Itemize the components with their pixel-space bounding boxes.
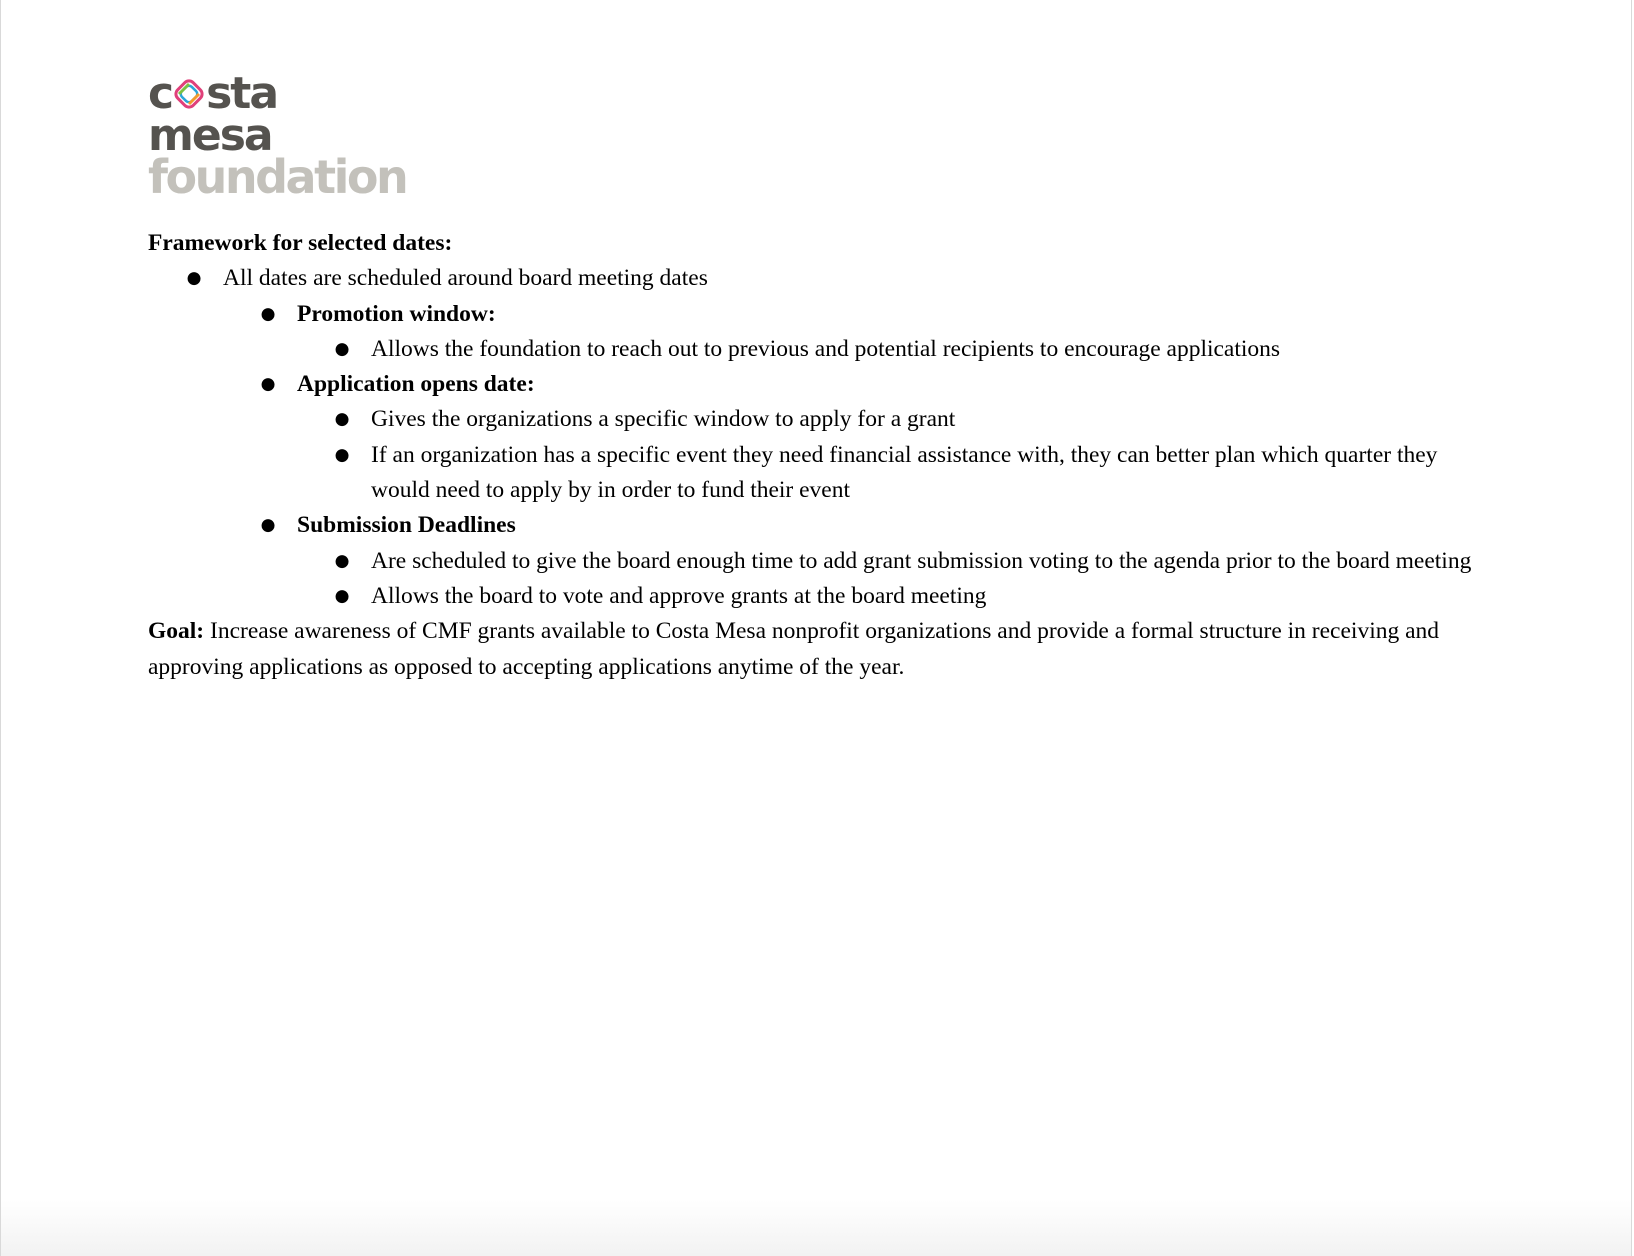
bullet-icon: ● xyxy=(334,409,350,430)
list-item-text: All dates are scheduled around board meeting dates xyxy=(223,265,708,292)
list-item xyxy=(148,544,1478,579)
goal-text: Increase awareness of CMF grants available to Costa Mesa nonprofit organizations and provide a formal structure in receiving and approving applications as opposed to accepting applications anytime of the year. xyxy=(148,618,1440,680)
list-item-text: Application opens date: xyxy=(297,371,535,398)
list-item xyxy=(148,297,1478,332)
bullet-icon: ● xyxy=(260,515,276,536)
list-item xyxy=(148,332,1478,367)
list-item-text: If an organization has a specific event they need financial assistance with, they can better plan which quarter they would need to apply by in order to fund their event xyxy=(371,441,1438,504)
bullet-icon: ● xyxy=(334,585,350,606)
list-item-text: Allows the board to vote and approve grants at the board meeting xyxy=(371,582,987,609)
bullet-icon: ● xyxy=(186,268,202,289)
costa-mesa-foundation-logo xyxy=(148,68,407,204)
bullet-icon: ● xyxy=(260,374,276,395)
list-item-text: Gives the organizations a specific window to apply for a grant xyxy=(371,406,956,433)
logo-text-c: c xyxy=(148,68,173,119)
list-item xyxy=(148,508,1478,543)
framework-heading: Framework for selected dates: xyxy=(148,230,453,256)
list-item xyxy=(148,367,1478,402)
list-item xyxy=(148,402,1478,437)
goal-label: Goal: xyxy=(148,618,205,645)
list-item xyxy=(148,261,1478,296)
list-item-text: Submission Deadlines xyxy=(297,512,516,539)
logo-line-mesa: mesa xyxy=(148,110,272,161)
document-body xyxy=(148,226,1478,685)
interlocking-rings-icon xyxy=(173,78,205,110)
bullet-icon: ● xyxy=(334,338,350,359)
list-item xyxy=(148,438,1478,509)
bullet-icon: ● xyxy=(260,303,276,324)
list-item-text: Allows the foundation to reach out to previous and potential recipients to encourage applications xyxy=(371,335,1281,362)
list-item-text: Are scheduled to give the board enough time to add grant submission voting to the agenda prior to the board meeting xyxy=(371,547,1472,574)
bullet-icon: ● xyxy=(334,444,350,465)
list-item xyxy=(148,579,1478,614)
logo-text-sta: sta xyxy=(206,68,278,119)
bullet-icon: ● xyxy=(334,550,350,571)
logo-line-foundation: foundation xyxy=(148,150,407,204)
goal-paragraph xyxy=(148,614,1478,685)
list-item-text: Promotion window: xyxy=(297,300,496,327)
